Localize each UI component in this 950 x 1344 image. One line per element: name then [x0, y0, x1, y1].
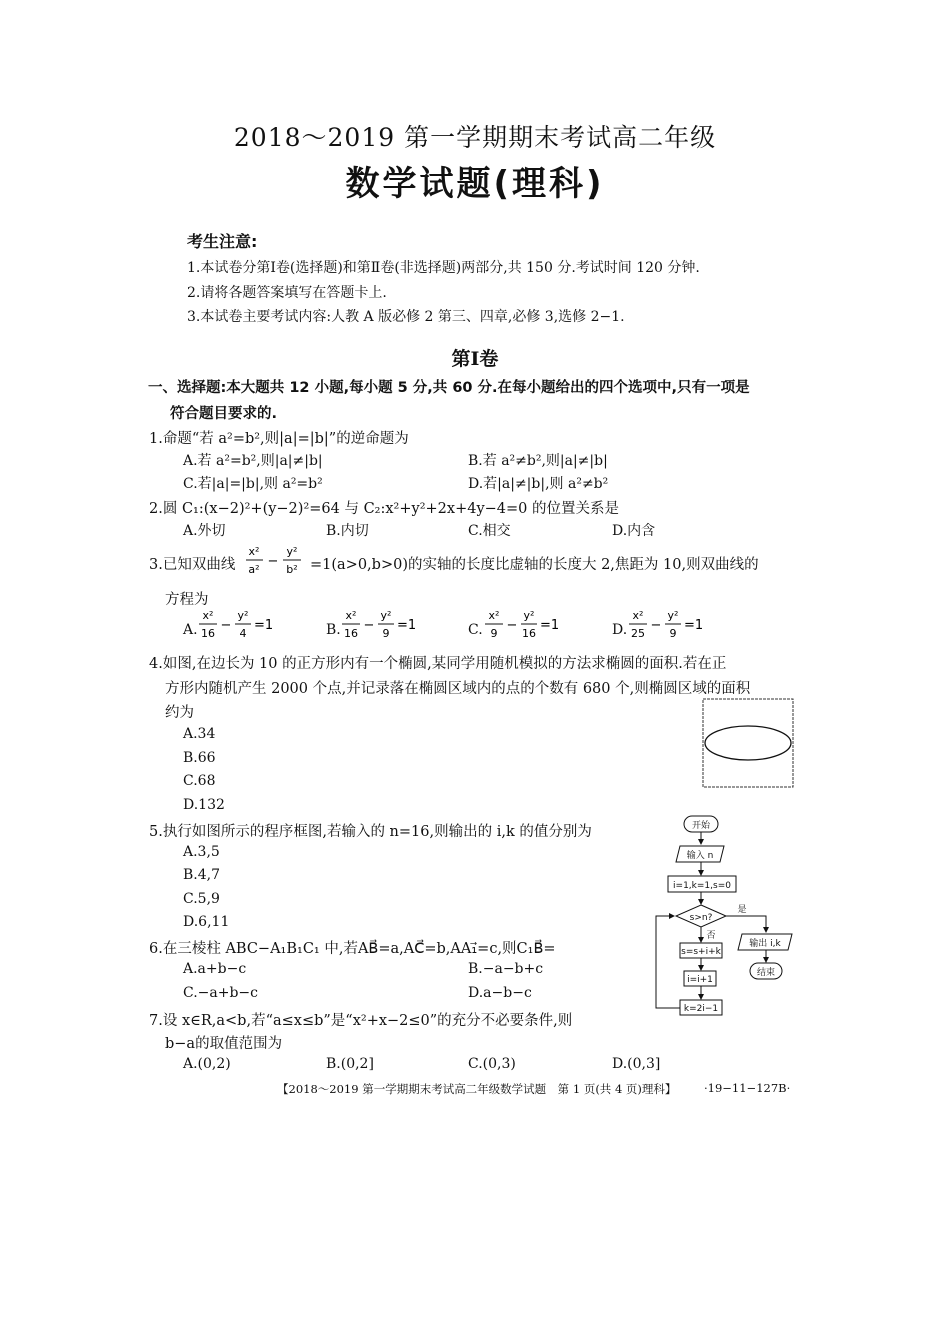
program-flowchart	[650, 812, 800, 1022]
svg-text:−: −	[506, 618, 518, 633]
svg-text:否: 否	[706, 931, 716, 941]
question-stem: 6.在三棱柱 ABC−A₁B₁C₁ 中,若AB⃗=a,AC⃗=b,AA₁⃗=c,则C₁B⃗=	[149, 941, 556, 957]
svg-text:开始: 开始	[691, 821, 711, 831]
question-stem: 2.圆 C₁:(x−2)²+(y−2)²=64 与 C₂:x²+y²+2x+4y−4=0 的位置关系是	[149, 501, 619, 517]
option-label: B.	[326, 622, 341, 638]
option-fraction	[484, 606, 564, 646]
question-stem: 约为	[165, 705, 194, 721]
option: D.(0,3]	[612, 1056, 661, 1072]
option: A.3,5	[183, 844, 220, 860]
option-fraction	[198, 606, 278, 646]
option: A.(0,2)	[183, 1056, 231, 1072]
svg-text:=1: =1	[684, 618, 704, 633]
option-label: C.	[468, 622, 483, 638]
option: B.4,7	[183, 867, 221, 883]
svg-text:x²: x²	[345, 609, 357, 622]
question-stem: 3.已知双曲线	[149, 557, 236, 573]
option: C.68	[183, 773, 216, 789]
svg-text:−: −	[650, 618, 662, 633]
question-stem: 方形内随机产生 2000 个点,并记录落在椭圆区域内的点的个数有 680 个,则椭圆区域的面积	[165, 681, 751, 697]
svg-text:9: 9	[490, 627, 498, 640]
svg-text:x²: x²	[488, 609, 500, 622]
option-fraction	[341, 606, 421, 646]
part-instruction: 符合题目要求的.	[170, 406, 278, 422]
option: C.5,9	[183, 891, 220, 907]
part-instruction: 一、选择题:本大题共 12 小题,每小题 5 分,共 60 分.在每小题给出的四个选项中,只有一项是	[148, 380, 750, 396]
option: B.内切	[326, 523, 369, 539]
notice-title: 考生注意:	[187, 232, 258, 251]
svg-text:9: 9	[382, 627, 390, 640]
option: C.若|a|=|b|,则 a²=b²	[183, 476, 323, 492]
option: D.内含	[612, 523, 656, 539]
svg-text:4: 4	[239, 627, 247, 640]
svg-text:y²: y²	[667, 609, 679, 622]
svg-text:y²: y²	[380, 609, 392, 622]
option-label: A.	[183, 622, 198, 638]
svg-text:a²: a²	[248, 563, 260, 576]
option-label: D.	[612, 622, 628, 638]
option: C.相交	[468, 523, 511, 539]
svg-text:25: 25	[631, 627, 645, 640]
hyperbola-fraction	[244, 541, 310, 581]
exam-header: 2018～2019 第一学期期末考试高二年级	[233, 123, 717, 152]
svg-text:−: −	[267, 554, 279, 569]
question-stem: 5.执行如图所示的程序框图,若输入的 n=16,则输出的 i,k 的值分别为	[149, 824, 592, 840]
svg-text:−: −	[363, 618, 375, 633]
svg-text:x²: x²	[248, 545, 260, 558]
notice-item: 3.本试卷主要考试内容:人教 A 版必修 2 第三、四章,必修 3,选修 2−1.	[187, 309, 625, 325]
option-fraction	[628, 606, 708, 646]
svg-text:=1: =1	[540, 618, 560, 633]
option: B.(0,2]	[326, 1056, 374, 1072]
exam-code: ·19−11−127B·	[704, 1081, 791, 1095]
svg-text:结束: 结束	[756, 968, 776, 978]
question-stem: b−a的取值范围为	[165, 1036, 283, 1052]
svg-text:b²: b²	[286, 563, 298, 576]
svg-text:x²: x²	[632, 609, 644, 622]
option: A.若 a²=b²,则|a|≠|b|	[183, 453, 323, 469]
option: D.132	[183, 797, 225, 813]
svg-text:16: 16	[201, 627, 215, 640]
option: B.若 a²≠b²,则|a|≠|b|	[468, 453, 608, 469]
exam-title: 数学试题(理科)	[345, 164, 605, 204]
svg-text:i=i+1: i=i+1	[687, 975, 713, 985]
svg-text:i=1,k=1,s=0: i=1,k=1,s=0	[673, 881, 731, 891]
option: C.(0,3)	[468, 1056, 516, 1072]
svg-text:9: 9	[669, 627, 677, 640]
svg-text:y²: y²	[237, 609, 249, 622]
svg-text:=1: =1	[254, 618, 274, 633]
svg-text:是: 是	[737, 905, 747, 915]
svg-text:输入 n: 输入 n	[686, 851, 714, 861]
section-title: 第Ⅰ卷	[451, 348, 499, 370]
svg-text:输出 i,k: 输出 i,k	[749, 939, 781, 949]
svg-text:y²: y²	[523, 609, 535, 622]
option: A.外切	[183, 523, 226, 539]
option: D.a−b−c	[468, 985, 532, 1001]
option: D.若|a|≠|b|,则 a²≠b²	[468, 476, 609, 492]
svg-text:16: 16	[344, 627, 358, 640]
option: D.6,11	[183, 914, 230, 930]
svg-text:k=2i−1: k=2i−1	[683, 1004, 719, 1014]
svg-text:x²: x²	[202, 609, 214, 622]
option: B.−a−b+c	[468, 961, 544, 977]
svg-text:16: 16	[522, 627, 536, 640]
question-stem: =1(a>0,b>0)的实轴的长度比虚轴的长度大 2,焦距为 10,则双曲线的	[310, 557, 759, 573]
question-stem: 4.如图,在边长为 10 的正方形内有一个椭圆,某同学用随机模拟的方法求椭圆的面积.若在正	[149, 656, 727, 672]
svg-text:s=s+i+k: s=s+i+k	[681, 947, 721, 957]
option: B.66	[183, 750, 216, 766]
svg-text:=1: =1	[397, 618, 417, 633]
option: A.a+b−c	[183, 961, 247, 977]
notice-item: 2.请将各题答案填写在答题卡上.	[187, 285, 387, 301]
square-ellipse-figure	[700, 696, 798, 792]
question-stem: 1.命题“若 a²=b²,则|a|=|b|”的逆命题为	[149, 431, 409, 447]
svg-text:−: −	[220, 618, 232, 633]
option: C.−a+b−c	[183, 985, 259, 1001]
question-stem: 7.设 x∈R,a<b,若“a≤x≤b”是“x²+x−2≤0”的充分不必要条件,则	[149, 1013, 573, 1029]
page-footer: 【2018～2019 第一学期期末考试高二年级数学试题 第 1 页(共 4 页)理科】	[277, 1082, 677, 1096]
notice-item: 1.本试卷分第Ⅰ卷(选择题)和第Ⅱ卷(非选择题)两部分,共 150 分.考试时间 120 分钟.	[187, 260, 700, 276]
option: A.34	[183, 726, 216, 742]
question-stem: 方程为	[165, 592, 209, 608]
svg-text:y²: y²	[286, 545, 298, 558]
svg-text:s>n?: s>n?	[689, 913, 713, 923]
